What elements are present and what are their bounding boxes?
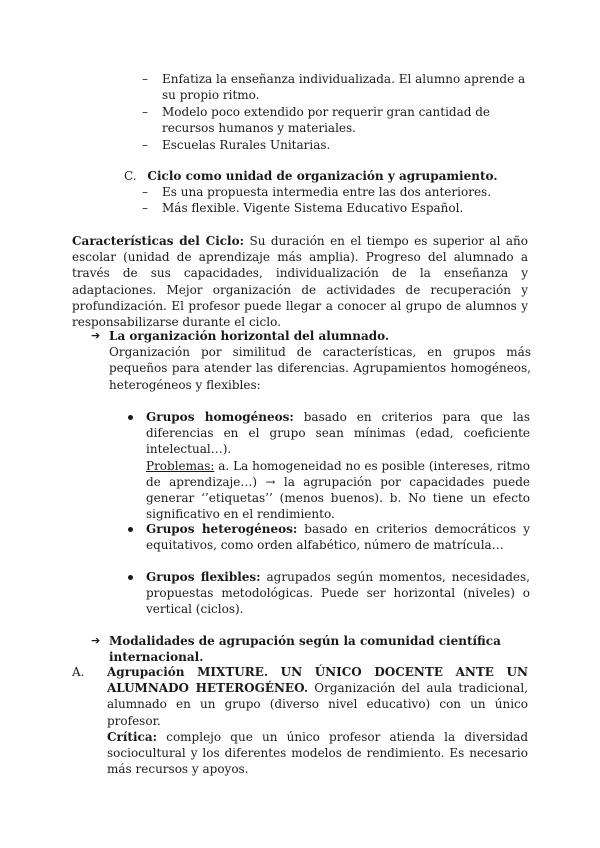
horizontal-title: La organización horizontal del alumnado. (109, 329, 390, 343)
list-item: – Es una propuesta intermedia entre las dos anteriores. (142, 185, 492, 199)
arrow-icon: ➔ (91, 634, 101, 647)
modalidades-title: Modalidades de agrupación según la comunidad científica internacional. (109, 634, 501, 665)
list-item: – Escuelas Rurales Unitarias. (142, 138, 331, 152)
modalidades-section (91, 633, 531, 665)
bullet-icon (128, 415, 133, 420)
bullet-icon (128, 527, 133, 532)
bullet-item-homogeneos: Grupos homogéneos: basado en criterios para que las diferencias en el grupo sean mínimas (edad, coeficiente intelectual…). Problemas: a. La homogeneidad no es posible (intereses, ritmo de aprendizaje…) → la agrupación por capacidades puede generar ‘’etiquetas’’ (menos buenos). b. No tiene un efecto significativo en el rendimiento. (146, 409, 530, 522)
section-c-heading: C. Ciclo como unidad de organización y agrupamiento. (124, 169, 498, 183)
section-a: A. Agrupación MIXTURE. UN ÚNICO DOCENTE ANTE UN ALUMNADO HETEROGÉNEO. Organización del aula tradicional, alumnado en un grupo (diverso nivel educativo) con un único profesor. Crítica: complejo que un único profesor atienda la diversidad sociocultural y los diferentes modelos de rendimiento. Es necesario más recursos y apoyos. (72, 665, 528, 777)
caracteristicas-paragraph: Características del Ciclo: Su duración en el tiempo es superior al año escolar (unidad de aprendizaje más amplia). Progreso del alumnado a través de sus capacidades, individualización de la enseñanza y adaptaciones. Mejor organización de actividades de recuperación y profundización. El profesor puede llegar a conocer al grupo de alumnos y responsabilizarse durante el ciclo. (72, 234, 528, 330)
arrow-icon: ➔ (91, 329, 101, 342)
horizontal-text: Organización por similitud de características, en grupos más pequeños para atender las diferencias. Agrupamientos homogéneos, heterogéneos y flexibles: (109, 345, 531, 392)
list-item: – Más flexible. Vigente Sistema Educativo Español. (142, 201, 464, 215)
horizontal-section (91, 328, 531, 393)
dash-marker: – (142, 138, 148, 152)
dash-marker: – (142, 72, 148, 86)
bullet-item-flexibles: Grupos flexibles: agrupados según momentos, necesidades, propuestas metodológicas. Puede ser horizontal (niveles) o vertical (ciclos). (146, 569, 530, 618)
dash-marker: – (142, 201, 148, 215)
list-item: – Enfatiza la enseñanza individualizada. El alumno aprende a su propio ritmo. (142, 72, 526, 103)
list-item: – Modelo poco extendido por requerir gran cantidad de recursos humanos y materiales. (142, 105, 491, 136)
dash-marker: – (142, 185, 148, 199)
bullet-icon (128, 575, 133, 580)
bullet-item-heterogeneos: Grupos heterogéneos: basado en criterios democráticos y equitativos, como orden alfabético, número de matrícula… (146, 521, 530, 553)
dash-marker: – (142, 105, 148, 119)
